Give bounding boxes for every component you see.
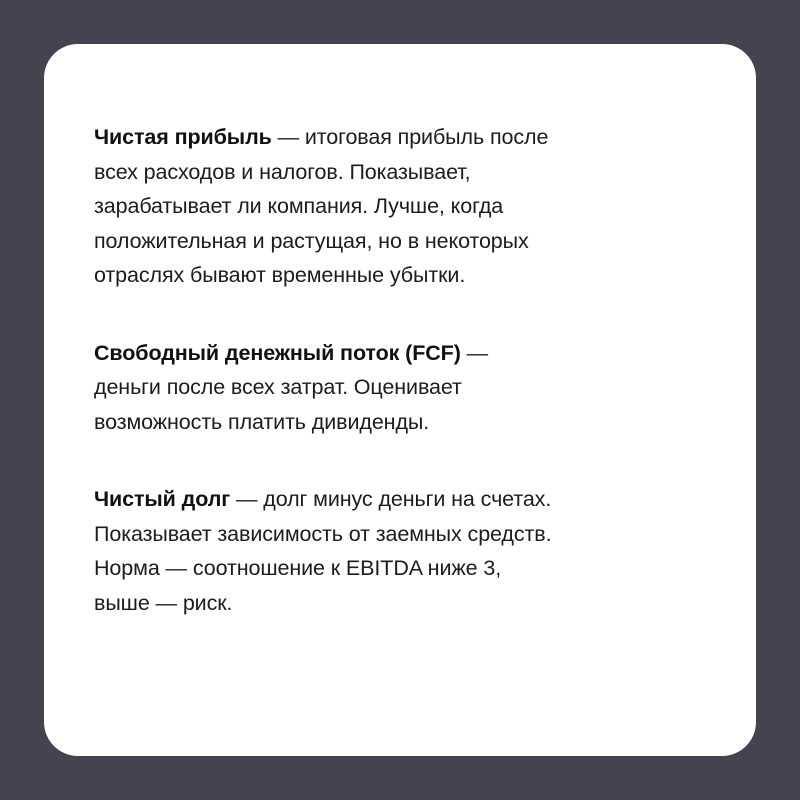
paragraph-line: выше — риск. — [94, 590, 233, 615]
term-net-profit: Чистая прибыль — [94, 125, 272, 149]
paragraph-line: всех расходов и налогов. Показывает, — [94, 159, 471, 184]
term-free-cash-flow: Свободный денежный поток (FCF) — [94, 340, 461, 365]
content-card — [44, 44, 756, 756]
paragraph-line: зарабатывает ли компания. Лучше, когда — [94, 194, 504, 218]
paragraph-line — [94, 482, 694, 517]
paragraph-line — [94, 336, 694, 371]
definition-text: — долг минус деньги на счетах. — [230, 487, 552, 511]
paragraph-net-profit — [94, 120, 694, 293]
paragraph-line: Показывает зависимость от заемных средств. — [94, 521, 552, 546]
paragraph-net-debt — [94, 482, 694, 620]
paragraph-free-cash-flow — [94, 336, 694, 440]
paragraph-line: возможность платить дивиденды. — [94, 409, 430, 434]
definition-text: — — [460, 340, 489, 365]
term-net-debt: Чистый долг — [94, 487, 231, 511]
paragraph-line: положительная и растущая, но в некоторых — [94, 228, 529, 253]
paragraph-line: отраслях бывают временные убытки. — [94, 263, 466, 287]
text-content — [94, 120, 694, 620]
definition-text: — итоговая прибыль после — [271, 125, 549, 149]
paragraph-line: деньги после всех затрат. Оценивает — [94, 375, 462, 399]
paragraph-line — [94, 120, 694, 155]
paragraph-line: Норма — соотношение к EBITDA ниже 3, — [94, 556, 502, 580]
